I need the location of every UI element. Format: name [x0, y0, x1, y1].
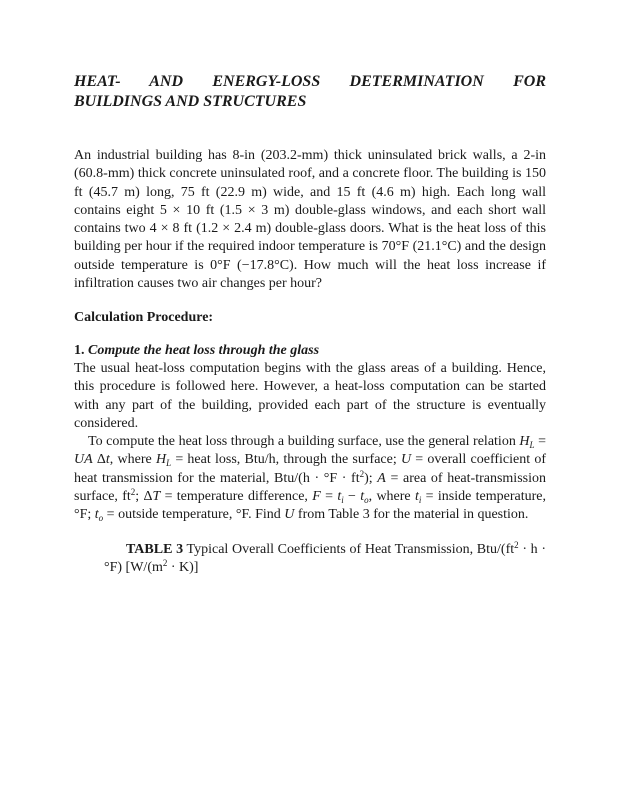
problem-statement: An industrial building has 8-in (203.2-mm) thick uninsulated brick walls, a 2-in (60.8-mm) thick concrete uninsulated roof, and a concrete floor. The building is 150 ft (45.7 m) long, 75 ft (22.9 m) wide, and 15 ft (4.6 m) high. Each long wall contains eight 5 × 10 ft (1.5 × 3 m) double-glass windows, and each short wall contains two 4 × 8 ft (1.2 × 2.4 m) double-glass doors. What is the heat loss of this building per hour if the required indoor temperature is 70°F (21.1°C) and the design outside temperature is 0°F (−17.8°C). How much will the heat loss increase if infiltration causes two air changes per hour?: [74, 148, 546, 292]
table-3-caption: TABLE 3 Typical Overall Coefficients of Heat Transmission, Btu/$(ft^2 \cdot h \cdot ^\circ F) [W/(m^2 \cdot K)]$: [104, 539, 546, 575]
title-line-2: BUILDINGS AND STRUCTURES: [74, 92, 307, 110]
step-number: 1.: [74, 342, 85, 358]
step-1-paragraph-1: The usual heat-loss computation begins with the glass areas of a building. Hence, this procedure is followed here. However, a heat-loss computation can be started with any part of the building, provided each part of the structure is eventually considered.: [74, 360, 546, 431]
procedure-heading: Calculation Procedure:: [74, 310, 214, 326]
step-1-paragraph-2: To compute the heat loss through a building surface, use the general relation $H_L$ = UA Δt, where $H_L$ = heat loss, Btu/h, through the surface; U = overall coefficient of heat transmission for the material, $Btu/(h \cdot ^\circ F \cdot ft^2)$; A = area of heat-transmission surface, $ft^2$; ΔT = temperature difference, $F = t_i - t_o$, where $t_i$ = inside temperature, °F; $t_o$ = outside temperature, °F. Find U from Table 3 for the material in question.: [74, 434, 546, 524]
document-title: [74, 72, 546, 111]
step-title: Compute the heat loss through the glass: [88, 342, 320, 358]
title-line-1: HEAT- AND ENERGY-LOSS DETERMINATION FOR: [74, 73, 546, 90]
table-label: TABLE 3: [126, 541, 184, 557]
step-1-heading: [74, 342, 546, 360]
document-page: [74, 72, 546, 577]
